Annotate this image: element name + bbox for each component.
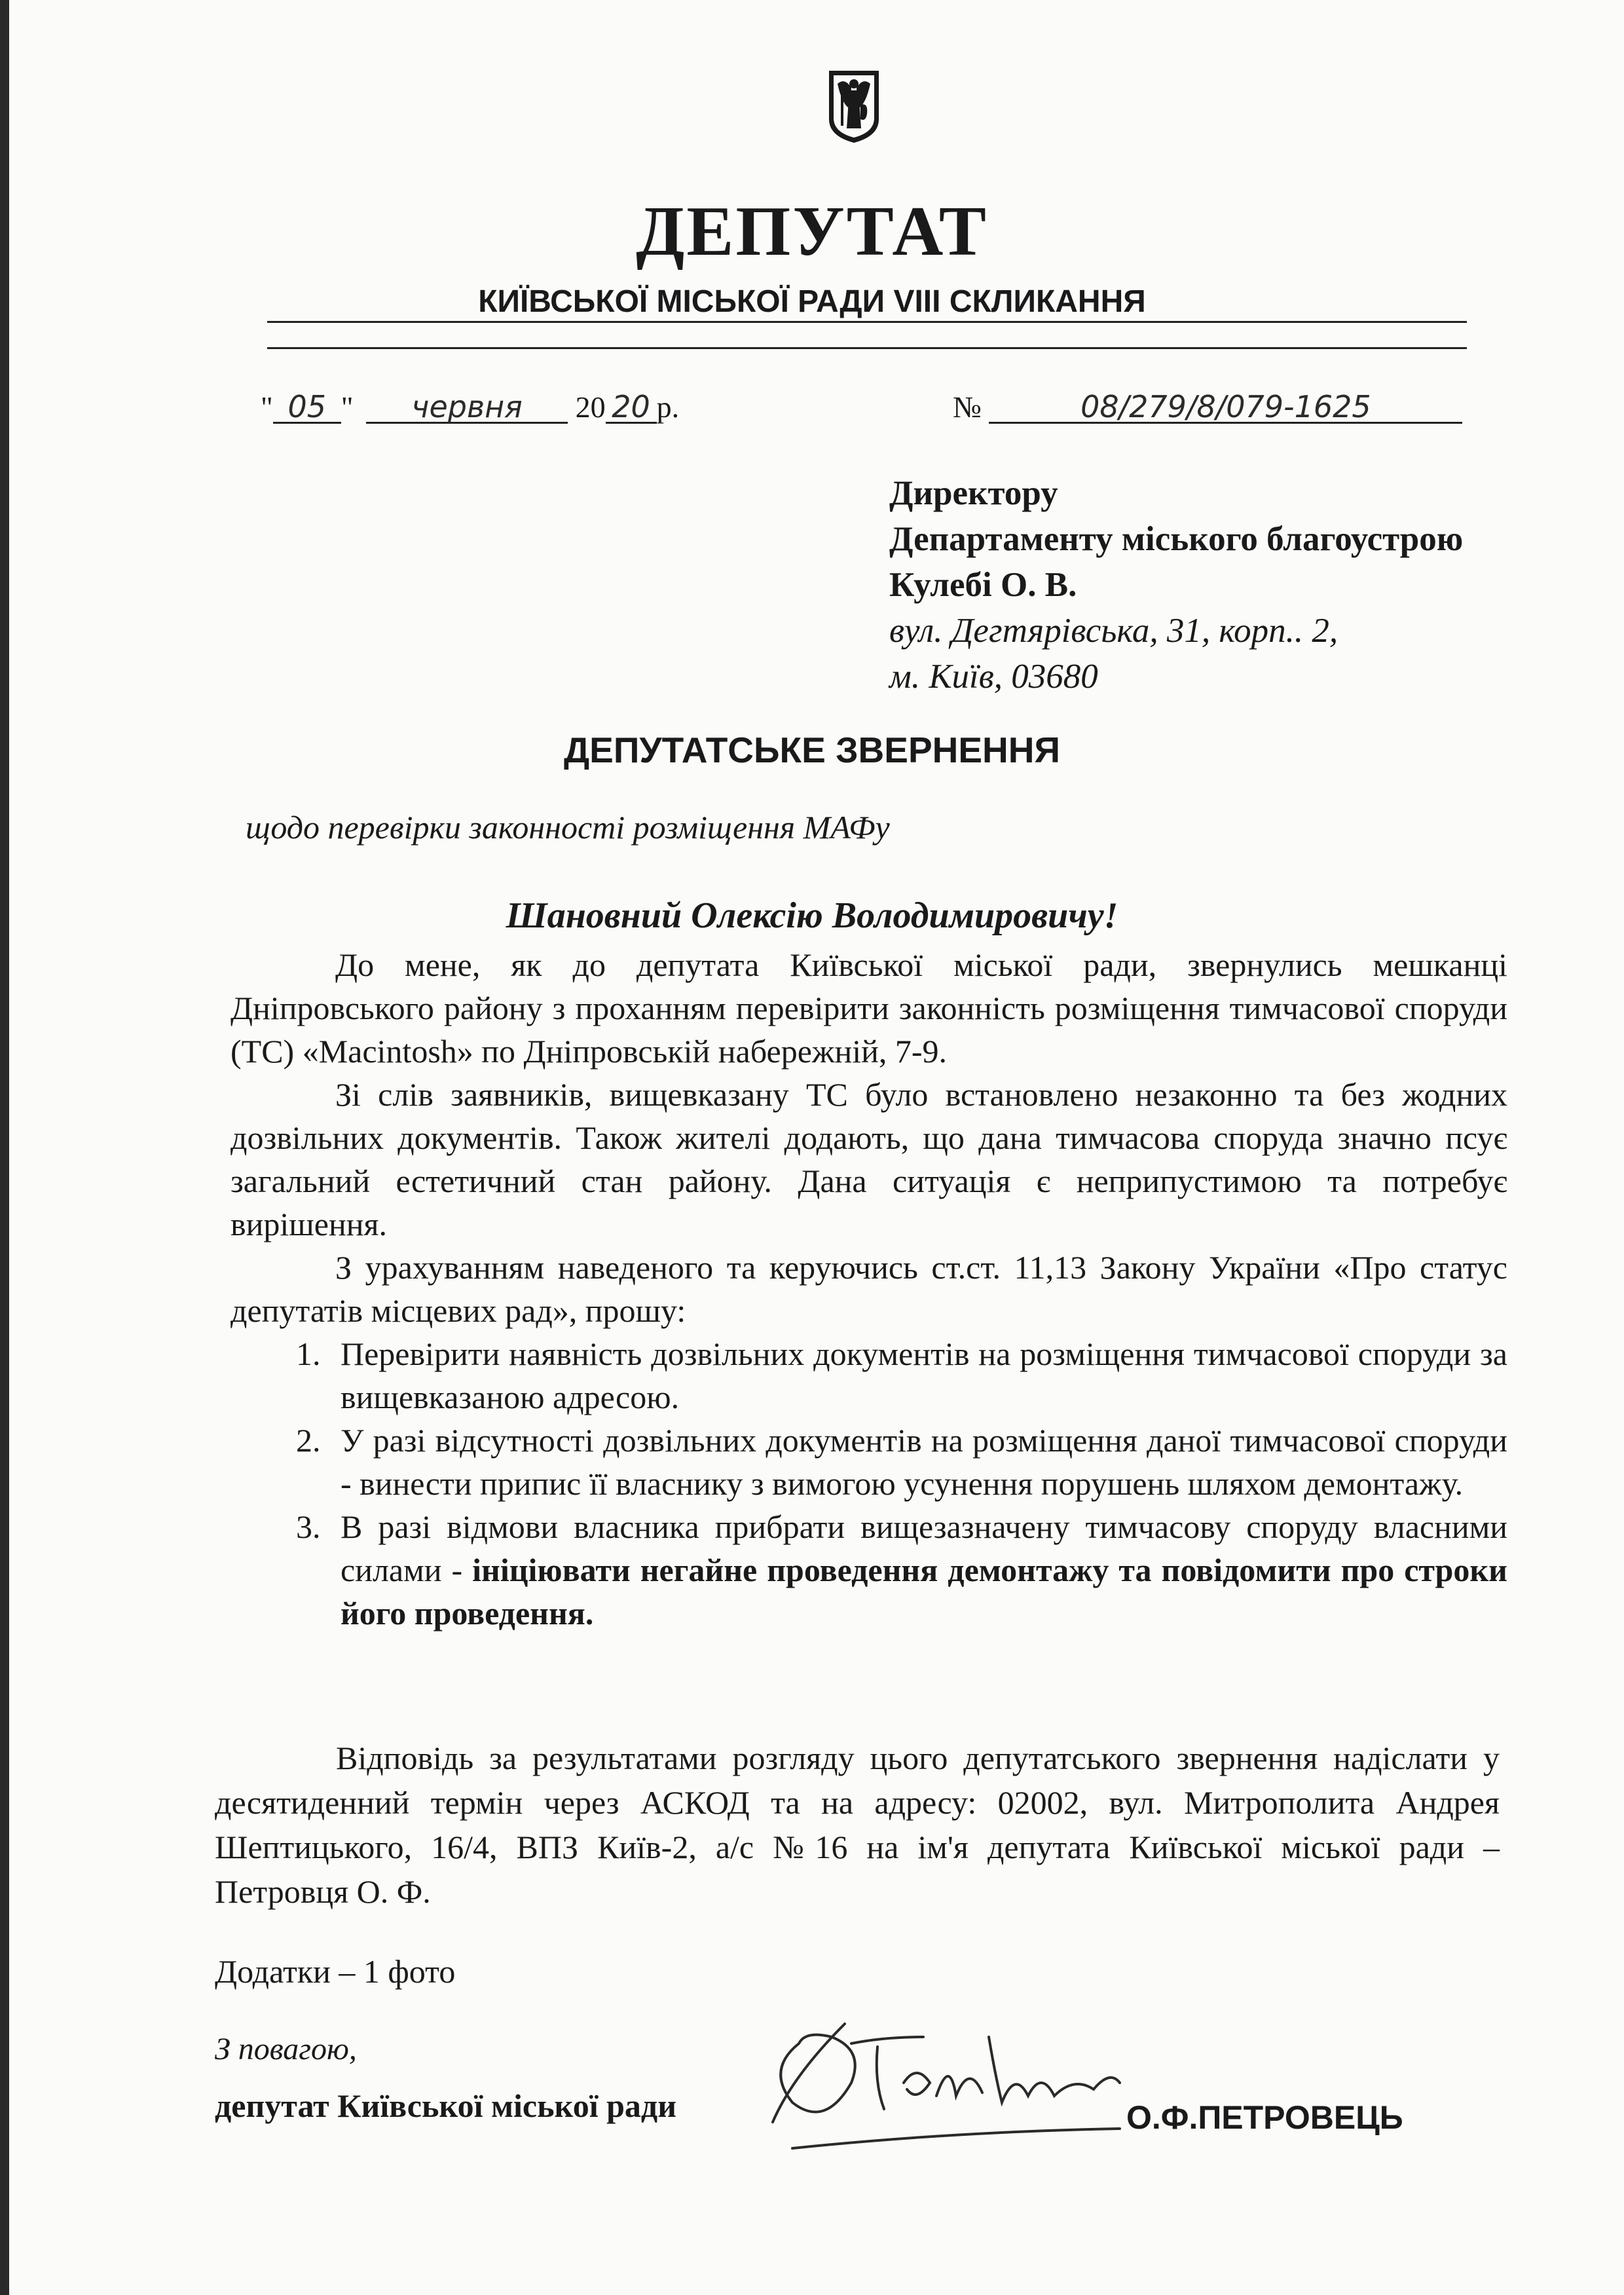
signer-role: депутат Київської міської ради [215, 2087, 677, 2124]
date-year-suffix: 20 [606, 392, 657, 424]
addressee-name: Кулебі О. В. [889, 566, 1077, 604]
reply-instructions [215, 1736, 1500, 1914]
addressee-street: вул. Дегтярівська, 31, корп.. 2, [889, 612, 1338, 650]
request-item-1: 1. Перевірити наявність дозвільних документів на розміщення тимчасової споруди за вищевказаною адресою. [329, 1332, 1507, 1419]
date-year-unit: р. [656, 390, 680, 424]
number-prefix: № [953, 390, 982, 424]
request-item-3-emphasis: ініціювати негайне проведення демонтажу та повідомити про строки його проведення. [341, 1552, 1507, 1632]
header-title: ДЕПУТАТ [636, 193, 988, 271]
scan-edge [0, 0, 9, 2295]
addressee-department: Департаменту міського благоустрою [889, 520, 1464, 558]
request-item-3-text: В разі відмови власника прибрати вищезазначену тимчасову споруду власними силами - [341, 1508, 1507, 1588]
date-line: " 05 " червня 20 20 р. [261, 389, 680, 424]
paragraph-3: З урахуванням наведеного та керуючись ст.ст. 11,13 Закону України «Про статус депутатів місцевих рад», прошу: [231, 1249, 1507, 1329]
request-list [231, 1332, 1507, 1635]
number-value: 08/279/8/079-1625 [989, 392, 1462, 424]
document-title: ДЕПУТАТСЬКЕ ЗВЕРНЕННЯ [563, 730, 1061, 770]
header-subtitle: КИЇВСЬКОЇ МІСЬКОЇ РАДИ VIII СКЛИКАННЯ [478, 284, 1146, 319]
header-rule-top [267, 321, 1467, 323]
attachments: Додатки – 1 фото [215, 1953, 456, 1990]
header-rule-bottom [267, 347, 1467, 349]
signer-name: О.Ф.ПЕТРОВЕЦЬ [1126, 2099, 1403, 2136]
paragraph-2: Зі слів заявників, вищевказану ТС було встановлено незаконно та без жодних дозвільних документів. Також жителі додають, що дана тимчасова споруда значно псує загальний естетичний стан району. Дана ситуація є неприпустимою та потребує вирішення. [231, 1076, 1507, 1242]
date-month: червня [366, 392, 568, 424]
letter-body [231, 943, 1507, 1635]
addressee-position: Директору [889, 474, 1058, 512]
date-day: 05 [273, 392, 341, 424]
registration-number [953, 389, 1462, 424]
request-item-2: 2. У разі відсутності дозвільних документів на розміщення даної тимчасової споруди - винести припис її власнику з вимогою усунення порушень шляхом демонтажу. [329, 1419, 1507, 1505]
reply-text: Відповідь за результатами розгляду цього депутатського звернення надіслати у десятиденний термін через АСКОД та на адресу: 02002, вул. Митрополита Андрея Шептицького, 16/4, ВПЗ Київ-2, а/с №16 на ім'я депутата Київської міської ради – Петровця О. Ф. [215, 1740, 1500, 1910]
signature-icon [753, 1998, 1146, 2155]
paragraph-1: До мене, як до депутата Київської міської ради, звернулись мешканці Дніпровського району з проханням перевірити законність розміщення тимчасової споруди (ТС) «Macintosh» по Дніпровській набережній, 7-9. [231, 946, 1507, 1070]
request-item-3 [329, 1505, 1507, 1635]
date-year-prefix: 20 [575, 390, 606, 424]
greeting: Шановний Олексію Володимировичу! [506, 895, 1118, 936]
addressee-city: м. Київ, 03680 [889, 658, 1098, 696]
kyiv-emblem-icon [826, 68, 881, 145]
document-subject: щодо перевірки законності розміщення МАФу [246, 809, 890, 846]
closing-respect: З повагою, [215, 2032, 357, 2066]
addressee-block [889, 470, 1463, 700]
